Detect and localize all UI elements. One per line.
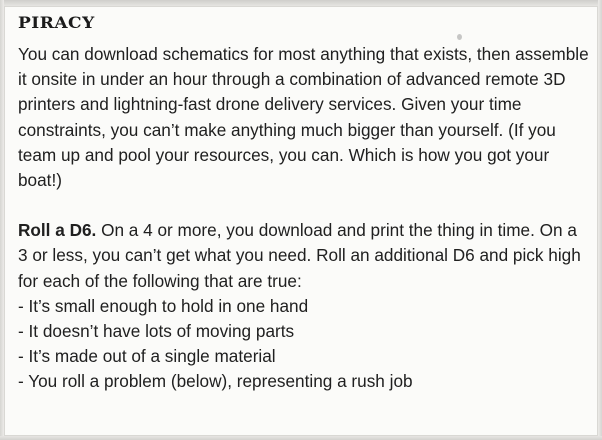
intro-line: You can download schematics for most anything that exists, then assemble [18, 44, 589, 64]
roll-line: 3 or less, you can’t get what you need. Roll an additional D6 and pick high [18, 245, 581, 266]
roll-paragraph [18, 218, 596, 294]
scan-edge-bottom [0, 436, 602, 440]
scan-edge-right [598, 0, 602, 440]
intro-paragraph [18, 42, 596, 193]
paragraph-gap [18, 193, 596, 218]
roll-label: Roll a D6. [18, 220, 97, 241]
intro-line: constraints, you can’t make anything much bigger than yourself. (If you [18, 119, 556, 140]
roll-line: On a 4 or more, you download and print the thing in time. On a [96, 220, 577, 241]
intro-line: printers and lightning-fast drone delivery services. Given your time [18, 94, 522, 115]
condition-item: - It’s made out of a single material [18, 346, 276, 367]
roll-line: for each of the following that are true: [18, 270, 302, 291]
condition-item: - It doesn’t have lots of moving parts [18, 321, 295, 342]
intro-line: team up and pool your resources, you can. Which is how you got your [18, 144, 550, 165]
scan-speck [457, 34, 462, 40]
conditions-list [18, 294, 596, 395]
intro-line: it onsite in under an hour through a combination of advanced remote 3D [18, 69, 566, 90]
intro-line: boat!) [18, 170, 62, 191]
card-title: PIRACY [18, 14, 95, 33]
roll-line-first [18, 218, 596, 243]
condition-item: - It’s small enough to hold in one hand [18, 295, 309, 316]
rules-card [4, 6, 598, 436]
card-body [18, 42, 596, 395]
condition-item: - You roll a problem (below), representing a rush job [18, 371, 413, 392]
